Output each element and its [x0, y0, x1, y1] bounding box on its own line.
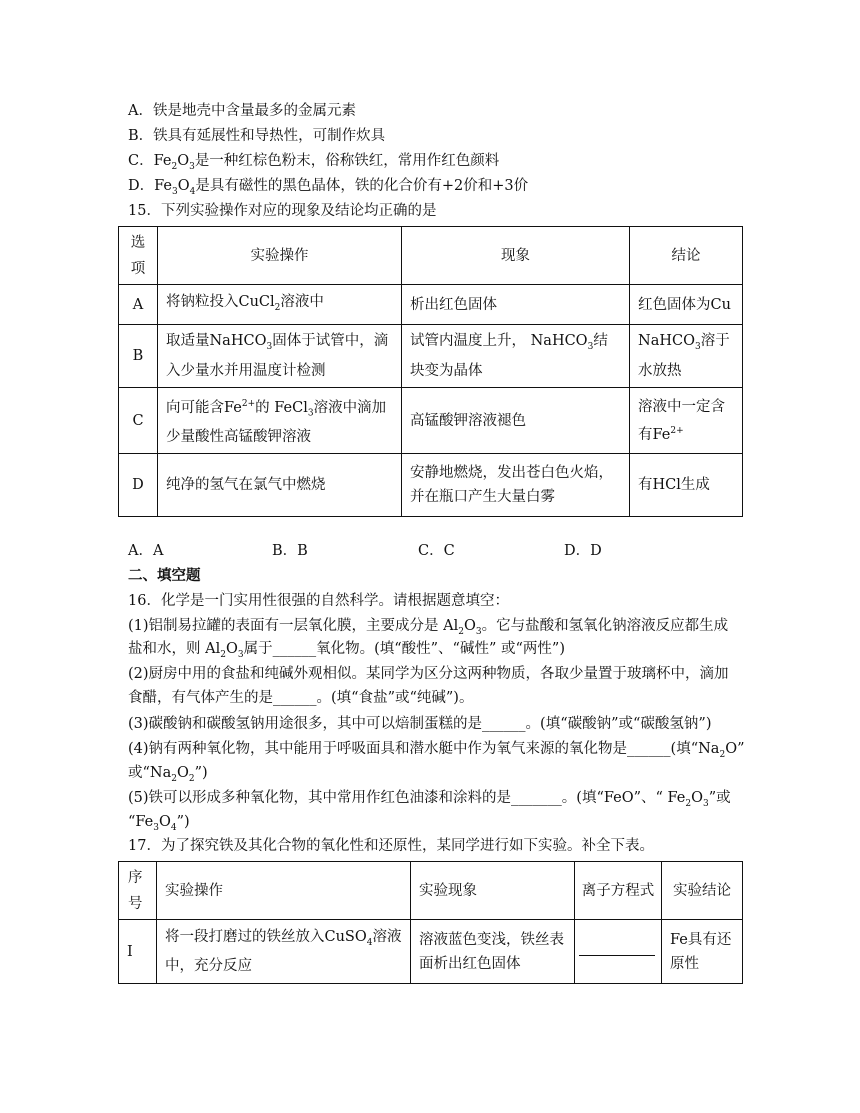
row-conclusion: 红色固体为Cu	[630, 285, 743, 325]
table-row	[119, 388, 743, 454]
row-conclusion: NaHCO$_3$溶于水放热	[630, 325, 743, 388]
row-operation: 将一段打磨过的铁丝放入CuSO$_4$溶液中，充分反应	[157, 920, 411, 984]
q16-part4-line2: 或“$Na_2O_2$”)	[128, 765, 208, 784]
q15-stem: 15．下列实验操作对应的现象及结论均正确的是	[128, 203, 437, 219]
q15-choice-a: A．A	[128, 543, 164, 559]
q16-part3: (3)碳酸钠和碳酸氢钠用途很多，其中可以焙制蛋糕的是______。(填“碳酸钠”或“碳酸氢钠”)	[128, 716, 712, 732]
q16-part4-line1: (4)钠有两种氧化物，其中能用于呼吸面具和潜水艇中作为氧气来源的氧化物是______(填“$Na_2O$”	[128, 741, 745, 760]
q15-table	[118, 226, 743, 517]
table-row	[119, 454, 743, 517]
row-label: A	[119, 285, 158, 325]
row-operation: 取适量NaHCO$_3$固体于试管中，滴入少量水并用温度计检测	[158, 325, 402, 388]
q17-stem: 17．为了探究铁及其化合物的氧化性和还原性，某同学进行如下实验。补全下表。	[128, 838, 654, 854]
table-row	[119, 325, 743, 388]
q14-option-c: C．$Fe_2O_3$是一种红棕色粉末，俗称铁红，常用作红色颜料	[128, 153, 500, 172]
table-row	[119, 285, 743, 325]
q16-part1-line2: 盐和水，则 $Al_2O_3$属于______氧化物。(填“酸性”、“碱性” 或“两性”)	[128, 641, 565, 660]
row-conclusion: 溶液中一定含有$Fe^{2+}$	[630, 388, 743, 454]
q15-header-option: 选项	[119, 227, 158, 285]
row-phenomenon: 溶液蓝色变浅，铁丝表面析出红色固体	[411, 920, 575, 984]
row-label: B	[119, 325, 158, 388]
q15-choice-d: D．D	[564, 543, 602, 559]
q17-header-row	[119, 862, 743, 920]
row-conclusion: 有HCl生成	[630, 454, 743, 517]
q16-part1-line1: (1)铝制易拉罐的表面有一层氧化膜，主要成分是 $Al_2O_3$。它与盐酸和氢氧化钠溶液反应都生成	[128, 618, 729, 637]
q17-header-conclusion: 实验结论	[662, 862, 743, 920]
q17-table	[118, 861, 743, 984]
row-label: I	[119, 920, 157, 984]
equation-blank[interactable]	[579, 955, 655, 956]
row-conclusion: Fe具有还原性	[662, 920, 743, 984]
q16-part5-line2: “$Fe_3O_4$”)	[128, 814, 190, 833]
q17-header-operation: 实验操作	[157, 862, 411, 920]
q17-header-phenomenon: 实验现象	[411, 862, 575, 920]
row-label: D	[119, 454, 158, 517]
section-title: 二、填空题	[128, 567, 201, 584]
q16-part2-line1: (2)厨房中用的食盐和纯碱外观相似。某同学为区分这两种物质，各取少量置于玻璃杯中，滴加	[128, 666, 729, 682]
equation-blank-cell[interactable]	[575, 920, 662, 984]
row-operation: 向可能含$Fe^{2+}$的 FeCl$_3$溶液中滴加少量酸性高锰酸钾溶液	[158, 388, 402, 454]
row-phenomenon: 析出红色固体	[402, 285, 630, 325]
q15-header-conclusion: 结论	[630, 227, 743, 285]
row-phenomenon: 高锰酸钾溶液褪色	[402, 388, 630, 454]
q15-header-phenomenon: 现象	[402, 227, 630, 285]
row-phenomenon: 试管内温度上升， NaHCO$_3$结块变为晶体	[402, 325, 630, 388]
row-operation: 纯净的氢气在氯气中燃烧	[158, 454, 402, 517]
table-row	[119, 920, 743, 984]
q15-header-row	[119, 227, 743, 285]
q17-header-number: 序号	[119, 862, 157, 920]
q16-stem: 16．化学是一门实用性很强的自然科学。请根据题意填空：	[128, 593, 509, 609]
row-operation: 将钠粒投入CuCl$_2$溶液中	[158, 285, 402, 325]
q15-choice-c: C．C	[418, 543, 455, 559]
q14-option-b: B．铁具有延展性和导热性，可制作炊具	[128, 128, 386, 144]
q14-option-d: D．$Fe_3O_4$是具有磁性的黑色晶体，铁的化合价有+2价和+3价	[128, 178, 529, 197]
q14-option-a: A．铁是地壳中含量最多的金属元素	[128, 103, 356, 119]
q17-header-equation: 离子方程式	[575, 862, 662, 920]
row-label: C	[119, 388, 158, 454]
q15-choice-b: B．B	[272, 543, 308, 559]
q16-part2-line2: 食醋，有气体产生的是______。(填“食盐”或“纯碱”)。	[128, 690, 474, 706]
q16-part5-line1: (5)铁可以形成多种氧化物，其中常用作红色油漆和涂料的是_______。(填“FeO”、“ $Fe_2O_3$”或	[128, 790, 731, 809]
row-phenomenon: 安静地燃烧，发出苍白色火焰，并在瓶口产生大量白雾	[402, 454, 630, 517]
q15-header-operation: 实验操作	[158, 227, 402, 285]
